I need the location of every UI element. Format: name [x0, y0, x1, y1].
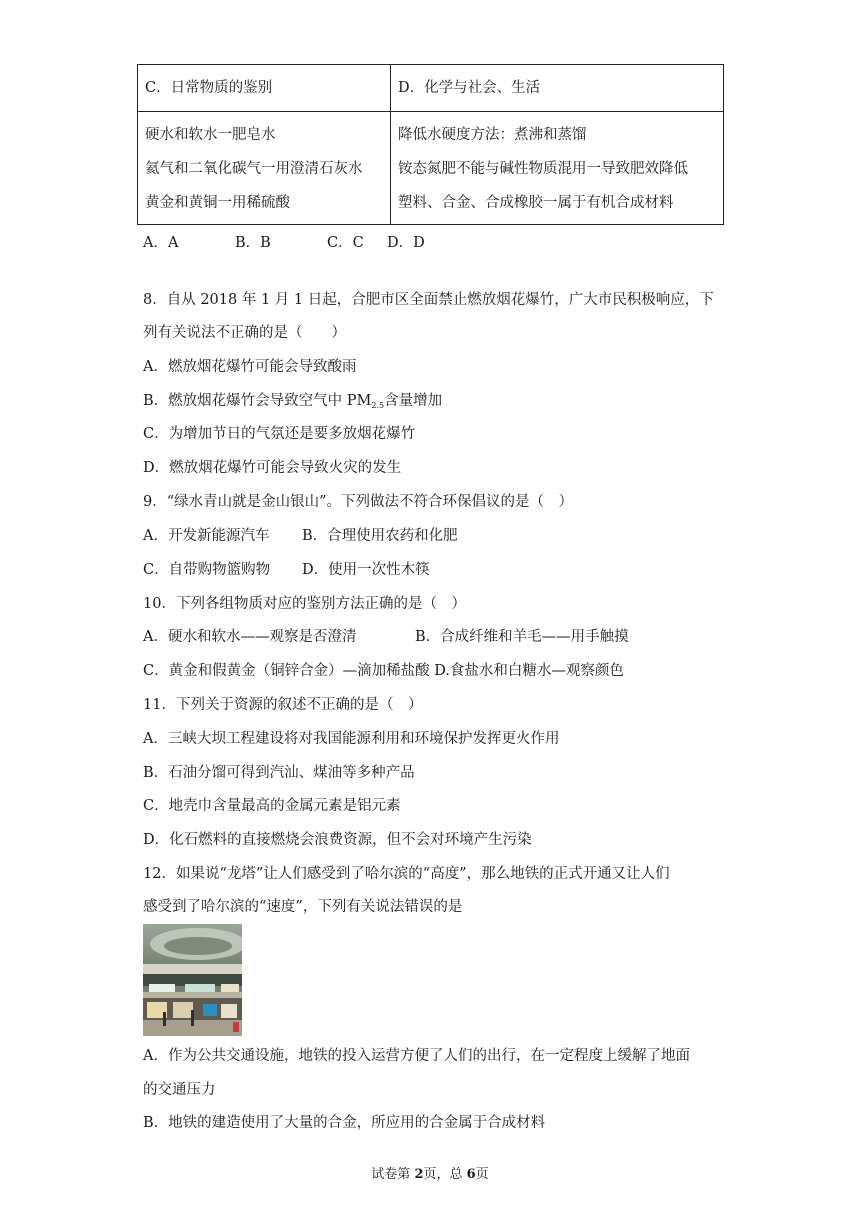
table-cell-c-line: 硬水和软水一肥皂水	[145, 127, 276, 143]
q9-options-row1	[143, 526, 458, 546]
q10-stem: 10．下列各组物质对应的鉴别方法正确的是（ ）	[143, 596, 466, 612]
table-header-row	[138, 65, 724, 112]
q9-option-a: A．开发新能源汽车	[143, 528, 270, 544]
q12-stem-line1: 12．如果说“龙塔”让人们感受到了哈尔滨的“高度”，那么地铁的正式开通又让人们	[143, 866, 670, 882]
q11-option-d: D．化石燃料的直接燃烧会浪费资源，但不会对环境产生污染	[143, 832, 532, 848]
table-header-d: D．化学与社会、生活	[391, 65, 724, 112]
q9-options-row2	[143, 560, 430, 580]
q9-option-c: C．自带购物篮购物	[143, 562, 271, 578]
table-cell-d	[391, 112, 724, 225]
q10-option-b: B．合成纤维和羊毛——用手触摸	[415, 629, 629, 645]
q8-option-a: A．燃放烟花爆竹可能会导致酸雨	[143, 359, 357, 375]
table-cell-d-line: 铵态氮肥不能与碱性物质混用一导致肥效降低	[398, 161, 688, 177]
q8-stem-line1: 8．自从 2018 年 1 月 1 日起，合肥市区全面禁止燃放烟花爆竹，广大市民积极响应，下	[143, 292, 714, 308]
q11-option-a: A．三峡大坝工程建设将对我国能源利用和环境保护发挥更火作用	[143, 731, 560, 747]
table-header-c: C．日常物质的鉴别	[138, 65, 391, 112]
q12-option-b: B．地铁的建造使用了大量的合金，所应用的合金属于合成材料	[143, 1115, 546, 1131]
q11-stem: 11．下列关于资源的叙述不正确的是（ ）	[143, 697, 423, 713]
table-cell-d-line: 降低水硬度方法：煮沸和蒸馏	[398, 127, 587, 143]
q7-option-a: A．A	[143, 235, 179, 251]
table-body-row	[138, 112, 724, 225]
q9-option-b: B．合理使用农药和化肥	[302, 528, 458, 544]
footer-total-pages: 6	[466, 1167, 476, 1182]
q7-option-b: B．B	[235, 235, 271, 251]
q8-option-b	[143, 391, 442, 416]
q8-option-d: D．燃放烟花爆竹可能会导致火灾的发生	[143, 460, 402, 476]
q8-option-b-text: B．燃放烟花爆竹会导致空气中 PM	[143, 393, 372, 409]
q12-stem-line2: 感受到了哈尔滨的“速度”，下列有关说法错误的是	[143, 899, 463, 915]
q12-option-a-line2: 的交通压力	[143, 1082, 216, 1098]
table-cell-d-line: 塑料、合金、合成橡胶一属于有机合成材料	[398, 195, 674, 211]
q9-option-d: D．使用一次性木筷	[302, 562, 430, 578]
footer-text-pre: 试卷第	[371, 1167, 415, 1182]
q11-option-c: C．地壳巾含量最高的金属元素是铝元素	[143, 798, 401, 814]
q12-option-a-line1: A．作为公共交通设施，地铁的投入运营方便了人们的出行，在一定程度上缓解了地面	[143, 1048, 690, 1064]
footer-text-post: 页	[475, 1167, 489, 1182]
q7-options	[143, 233, 425, 253]
subway-station-photo	[143, 924, 242, 1036]
answer-table	[137, 64, 724, 225]
q10-options-row1	[143, 627, 629, 647]
q7-option-c: C．C	[327, 235, 364, 251]
q8-option-b-subscript: 2.5	[371, 401, 385, 410]
table-cell-c-line: 黄金和黄铜一用稀硫酸	[145, 195, 290, 211]
q10-options-row2: C．黄金和假黄金（铜锌合金）—滴加稀盐酸 D.食盐水和白糖水—观察颜色	[143, 663, 624, 679]
table-cell-c	[138, 112, 391, 225]
footer-page-number: 2	[414, 1167, 424, 1182]
q8-stem-line2: 列有关说法不正确的是（ ）	[143, 325, 346, 341]
q8-option-b-tail: 含量增加	[384, 393, 443, 409]
q9-stem: 9．“绿水青山就是金山银山”。下列做法不符合环保倡议的是（ ）	[143, 494, 574, 510]
q10-option-a: A．硬水和软水——观察是否澄清	[143, 629, 357, 645]
footer-text-mid: 页，总	[423, 1167, 467, 1182]
table-cell-c-line: 氦气和二氧化碳气一用澄清石灰水	[145, 161, 363, 177]
q8-option-c: C．为增加节日的气氛还是要多放烟花爆竹	[143, 426, 416, 442]
subway-station-image	[143, 924, 242, 1036]
q7-option-d: D．D	[387, 235, 425, 251]
q11-option-b: B．石油分馏可得到汽汕、煤油等多种产品	[143, 765, 415, 781]
page-footer	[0, 1163, 860, 1182]
